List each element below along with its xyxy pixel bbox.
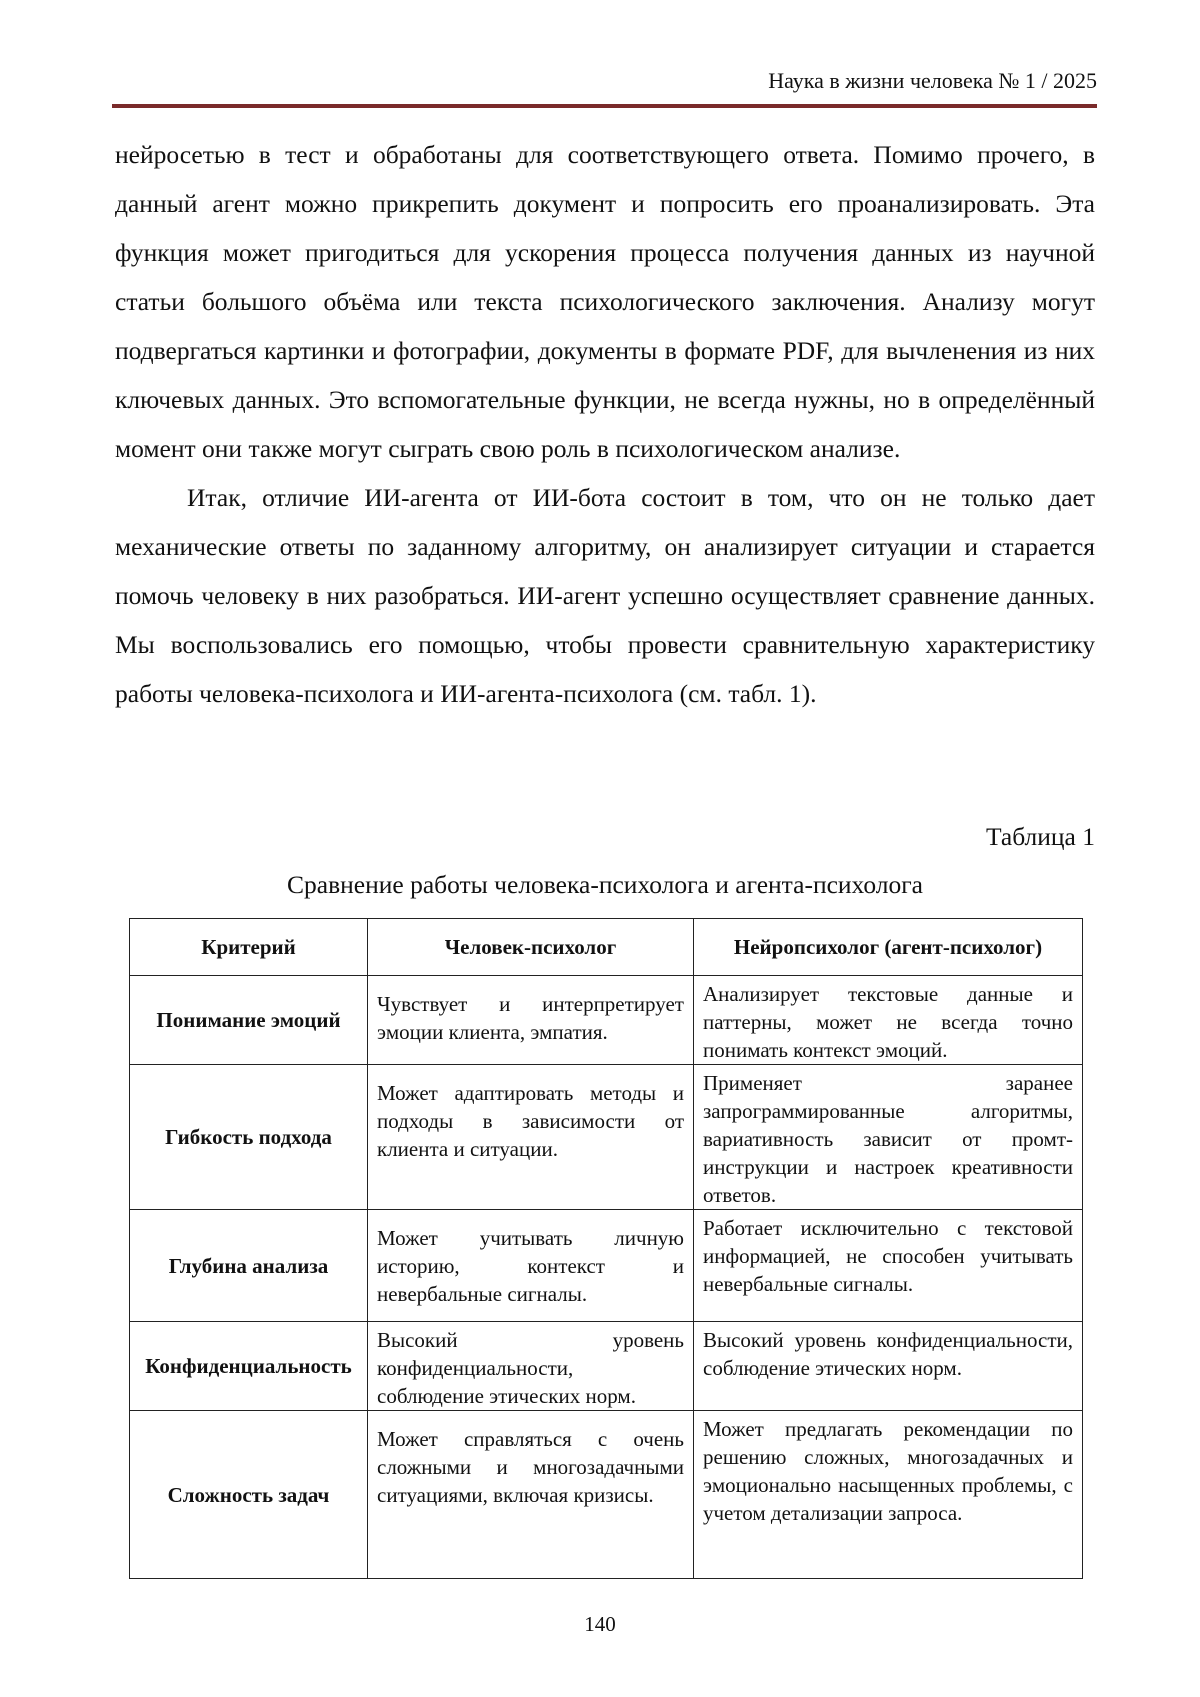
comparison-table [129, 918, 1083, 1579]
header-rule [112, 104, 1097, 108]
row-agent: Высокий уровень конфиденциальности, соблюдение этических норм. [694, 1322, 1083, 1411]
row-human: Может адаптировать методы и подходы в зависимости от клиента и ситуации. [368, 1065, 694, 1210]
running-header: Наука в жизни человека № 1 / 2025 [768, 68, 1097, 93]
row-human: Чувствует и интерпретирует эмоции клиента, эмпатия. [368, 976, 694, 1065]
row-human: Высокий уровень конфиденциальности, соблюдение этических норм. [368, 1322, 694, 1411]
table-number: Таблица 1 [985, 822, 1095, 851]
table-row [130, 1065, 1083, 1210]
row-criterion: Гибкость подхода [130, 1065, 368, 1210]
row-criterion: Понимание эмоций [130, 976, 368, 1065]
table-row [130, 1210, 1083, 1322]
row-criterion: Конфиденциальность [130, 1322, 368, 1411]
row-human: Может справляться с очень сложными и многозадачными ситуациями, включая кризисы. [368, 1411, 694, 1579]
row-human: Может учитывать личную историю, контекст и невербальные сигналы. [368, 1210, 694, 1322]
table-row [130, 1411, 1083, 1579]
paragraph-1: нейросетью в тест и обработаны для соответствующего ответа. Помимо прочего, в данный агент можно прикрепить документ и попросить его проанализировать. Эта функция может пригодиться для ускорения процесса получения данных из научной статьи большого объёма или текста психологического заключения. Анализу могут подвергаться картинки и фотографии, документы в формате PDF, для вычленения из них ключевых данных. Это вспомогательные функции, не всегда нужны, но в определённый момент они также могут сыграть свою роль в психологическом анализе. [115, 140, 1095, 463]
row-agent: Применяет заранее запрограммированные алгоритмы, вариативность зависит от промт-инструкции и настроек креативности ответов. [694, 1065, 1083, 1210]
page-number: 140 [584, 1612, 616, 1636]
row-criterion: Сложность задач [130, 1411, 368, 1579]
table-row [130, 1322, 1083, 1411]
body-text [115, 130, 1095, 718]
row-agent: Анализирует текстовые данные и паттерны, может не всегда точно понимать контекст эмоций. [694, 976, 1083, 1065]
table-row [130, 976, 1083, 1065]
header-human: Человек-психолог [368, 919, 694, 976]
row-agent: Работает исключительно с текстовой информацией, не способен учитывать невербальные сигналы. [694, 1210, 1083, 1322]
table-title: Сравнение работы человека-психолога и агента-психолога [287, 870, 923, 899]
header-agent: Нейропсихолог (агент-психолог) [694, 919, 1083, 976]
table-header-row [130, 919, 1083, 976]
paragraph-2: Итак, отличие ИИ-агента от ИИ-бота состоит в том, что он не только дает механические ответы по заданному алгоритму, он анализирует ситуации и старается помочь человеку в них разобраться. ИИ-агент успешно осуществляет сравнение данных. Мы воспользовались его помощью, чтобы провести сравнительную характеристику работы человека-психолога и ИИ-агента-психолога (см. табл. 1). [115, 483, 1095, 708]
row-agent: Может предлагать рекомендации по решению сложных, многозадачных и эмоционально насыщенных проблемы, с учетом детализации запроса. [694, 1411, 1083, 1579]
row-criterion: Глубина анализа [130, 1210, 368, 1322]
header-criterion: Критерий [130, 919, 368, 976]
